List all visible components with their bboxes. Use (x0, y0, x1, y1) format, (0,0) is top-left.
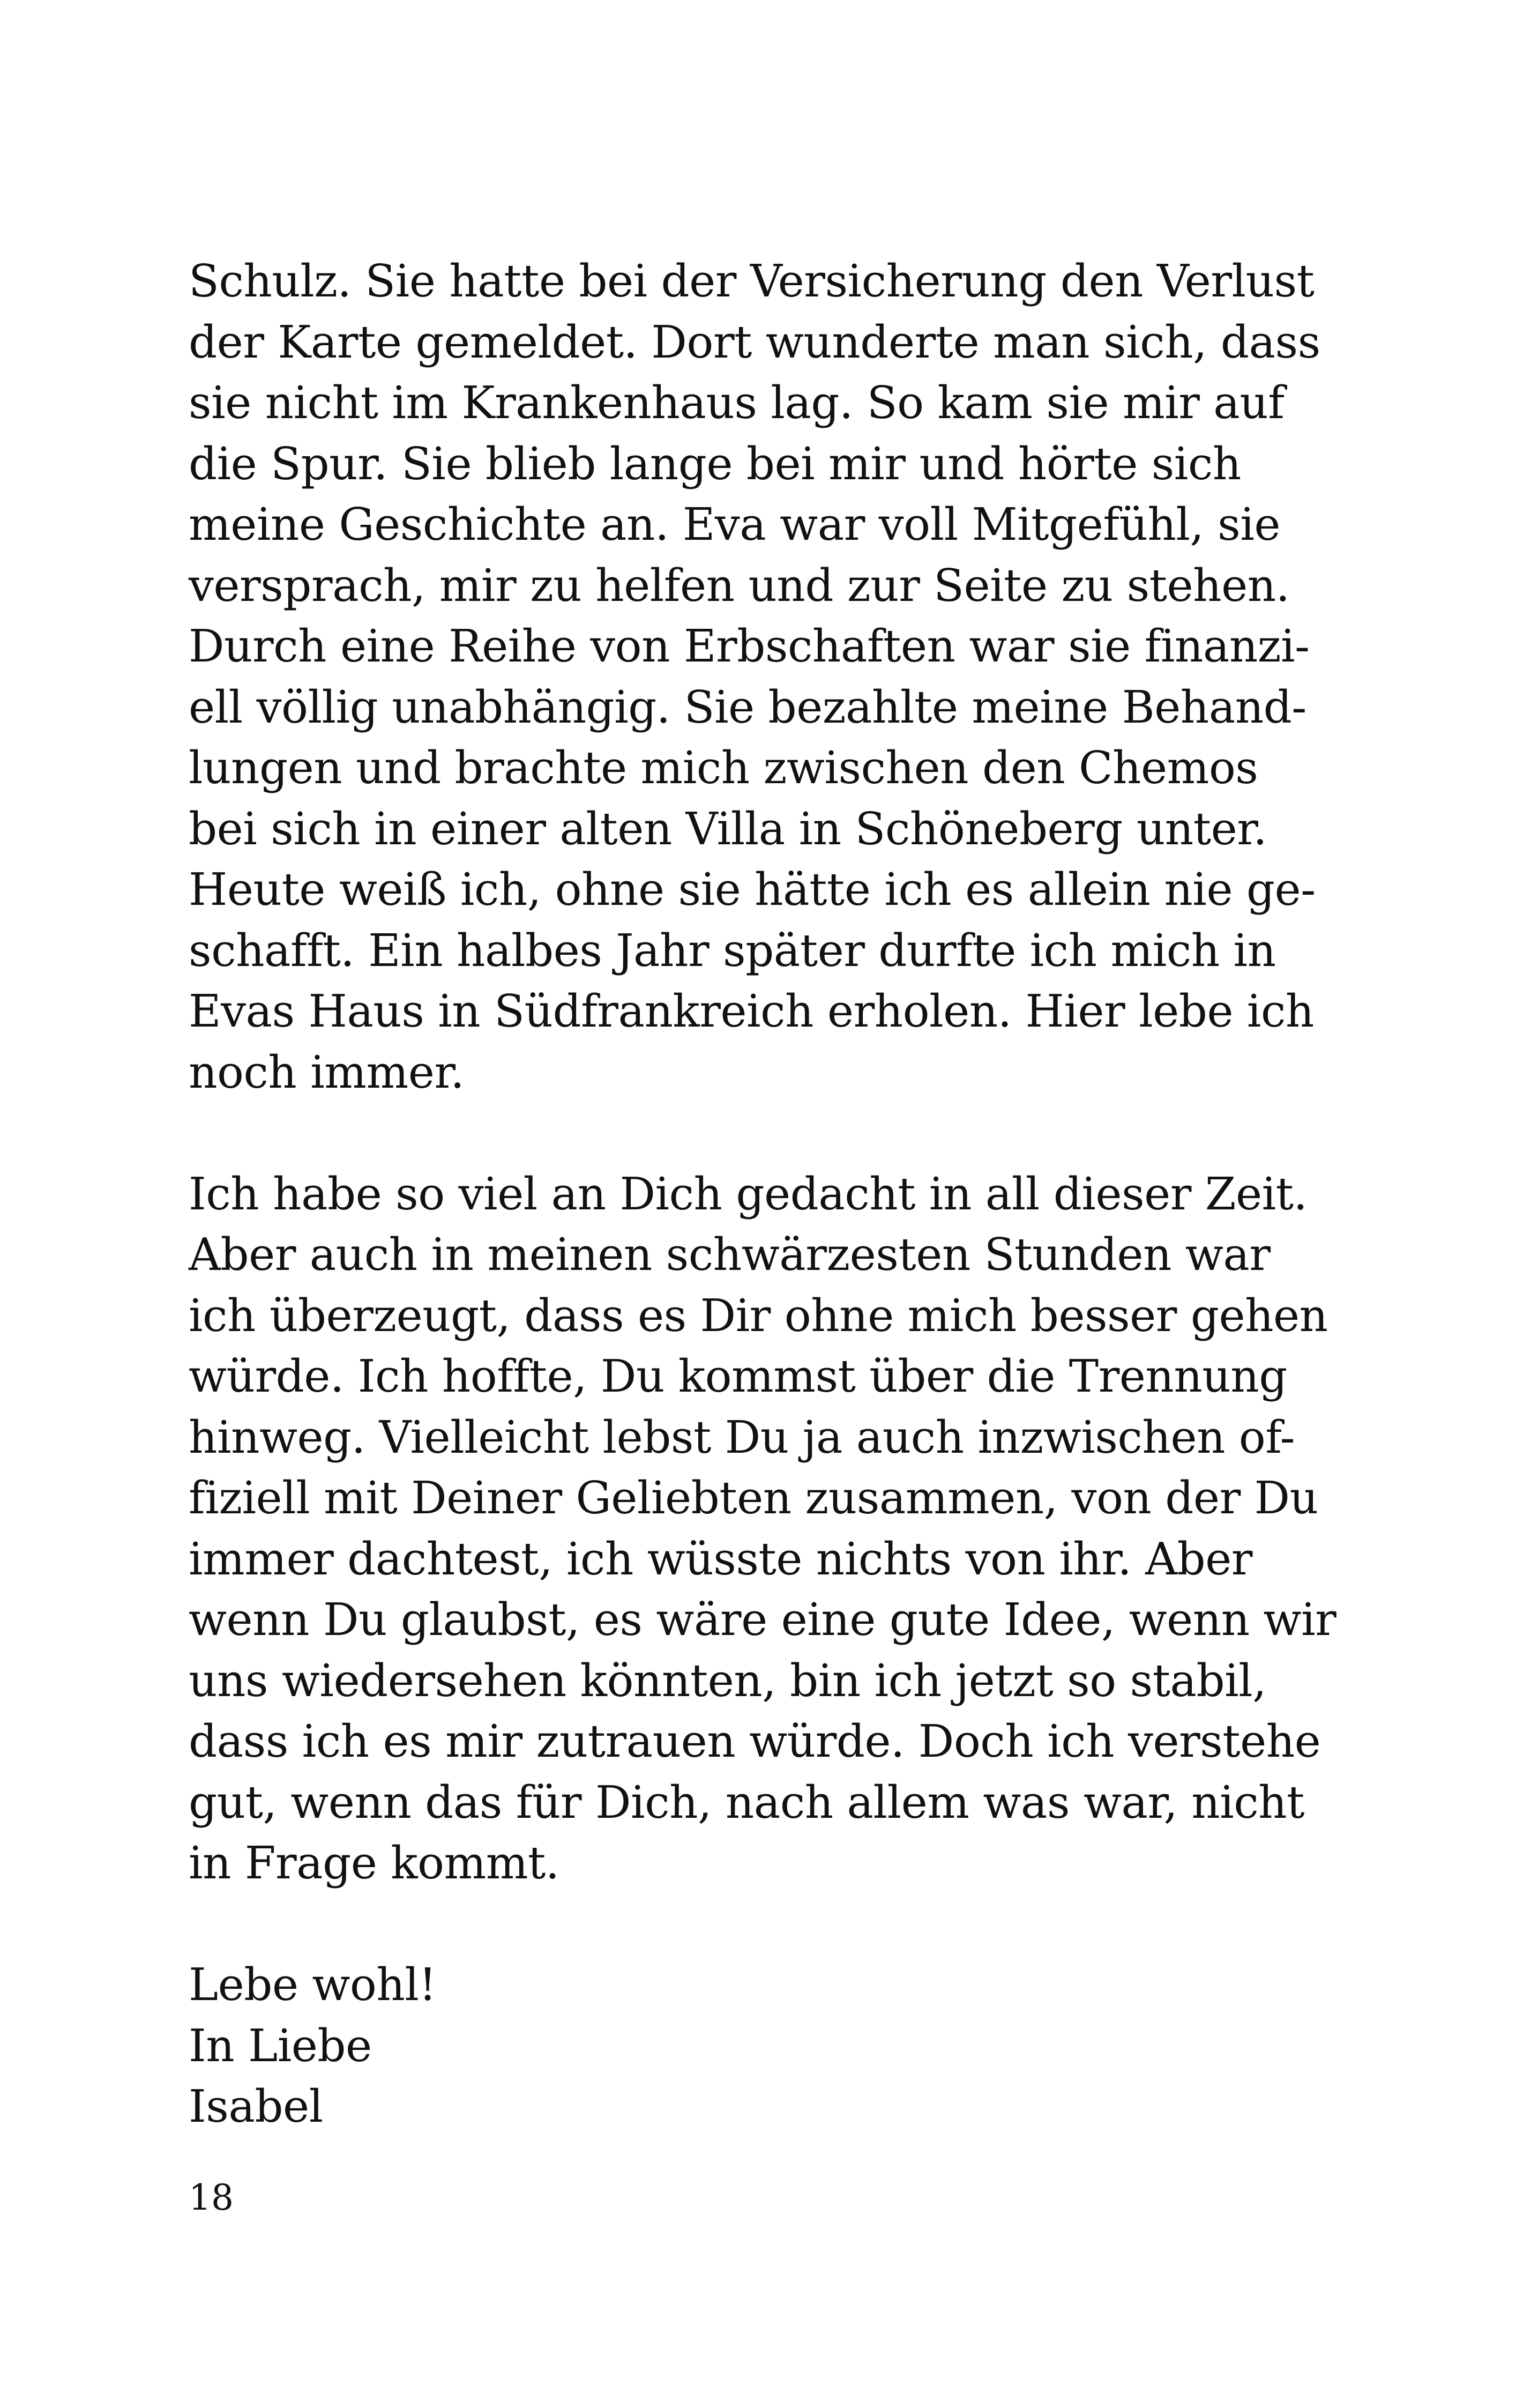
text-line: versprach, mir zu helfen und zur Seite zu stehen. (189, 559, 1290, 612)
text-line: immer dachtest, ich wüsste nichts von ihr. Aber (189, 1533, 1252, 1585)
text-line: in Frage kommt. (189, 1837, 559, 1889)
text-line: schafft. Ein halbes Jahr später durfte ich mich in (189, 924, 1276, 977)
text-line: meine Geschichte an. Eva war voll Mitgefühl, sie (189, 499, 1280, 551)
paragraph-2 (189, 1164, 1368, 1894)
text-line: Heute weiß ich, ohne sie hätte ich es allein nie ge- (189, 864, 1316, 916)
text-line: Ich habe so viel an Dich gedacht in all dieser Zeit. (189, 1168, 1308, 1220)
text-line: Aber auch in meinen schwärzesten Stunden war (189, 1229, 1271, 1281)
body-text (189, 251, 1368, 2137)
text-line: der Karte gemeldet. Dort wunderte man sich, dass (189, 316, 1320, 368)
text-line: Evas Haus in Südfrankreich erholen. Hier lebe ich (189, 985, 1314, 1037)
text-line: gut, wenn das für Dich, nach allem was war, nicht (189, 1776, 1304, 1829)
text-line: ell völlig unabhängig. Sie bezahlte meine Behand- (189, 681, 1307, 733)
text-line: ich überzeugt, dass es Dir ohne mich besser gehen (189, 1289, 1328, 1342)
closing-salutation: In Liebe (189, 2019, 372, 2072)
paragraph-1 (189, 251, 1368, 1103)
closing-signature-name: Isabel (189, 2080, 323, 2132)
text-line: Schulz. Sie hatte bei der Versicherung den Verlust (189, 255, 1315, 307)
paragraph-gap (189, 1894, 1368, 1955)
text-line: Durch eine Reihe von Erbschaften war sie finanzi- (189, 620, 1310, 672)
text-line: sie nicht im Krankenhaus lag. So kam sie mir auf (189, 377, 1285, 429)
text-line: bei sich in einer alten Villa in Schöneberg unter. (189, 802, 1267, 855)
paragraph-gap (189, 1103, 1368, 1164)
closing-farewell: Lebe wohl! (189, 1959, 437, 2011)
page-number: 18 (189, 2177, 234, 2218)
text-line: noch immer. (189, 1046, 465, 1098)
text-line: uns wiedersehen könnten, bin ich jetzt so stabil, (189, 1654, 1267, 1707)
text-line: die Spur. Sie blieb lange bei mir und hörte sich (189, 437, 1241, 490)
text-line: dass ich es mir zutrauen würde. Doch ich verstehe (189, 1715, 1321, 1767)
text-line: wenn Du glaubst, es wäre eine gute Idee, wenn wir (189, 1594, 1337, 1646)
text-line: lungen und brachte mich zwischen den Chemos (189, 742, 1258, 794)
text-line: würde. Ich hoffte, Du kommst über die Trennung (189, 1350, 1287, 1402)
text-line: hinweg. Vielleicht lebst Du ja auch inzwischen of- (189, 1411, 1295, 1463)
closing (189, 1954, 1368, 2137)
text-line: fiziell mit Deiner Geliebten zusammen, von der Du (189, 1472, 1318, 1524)
